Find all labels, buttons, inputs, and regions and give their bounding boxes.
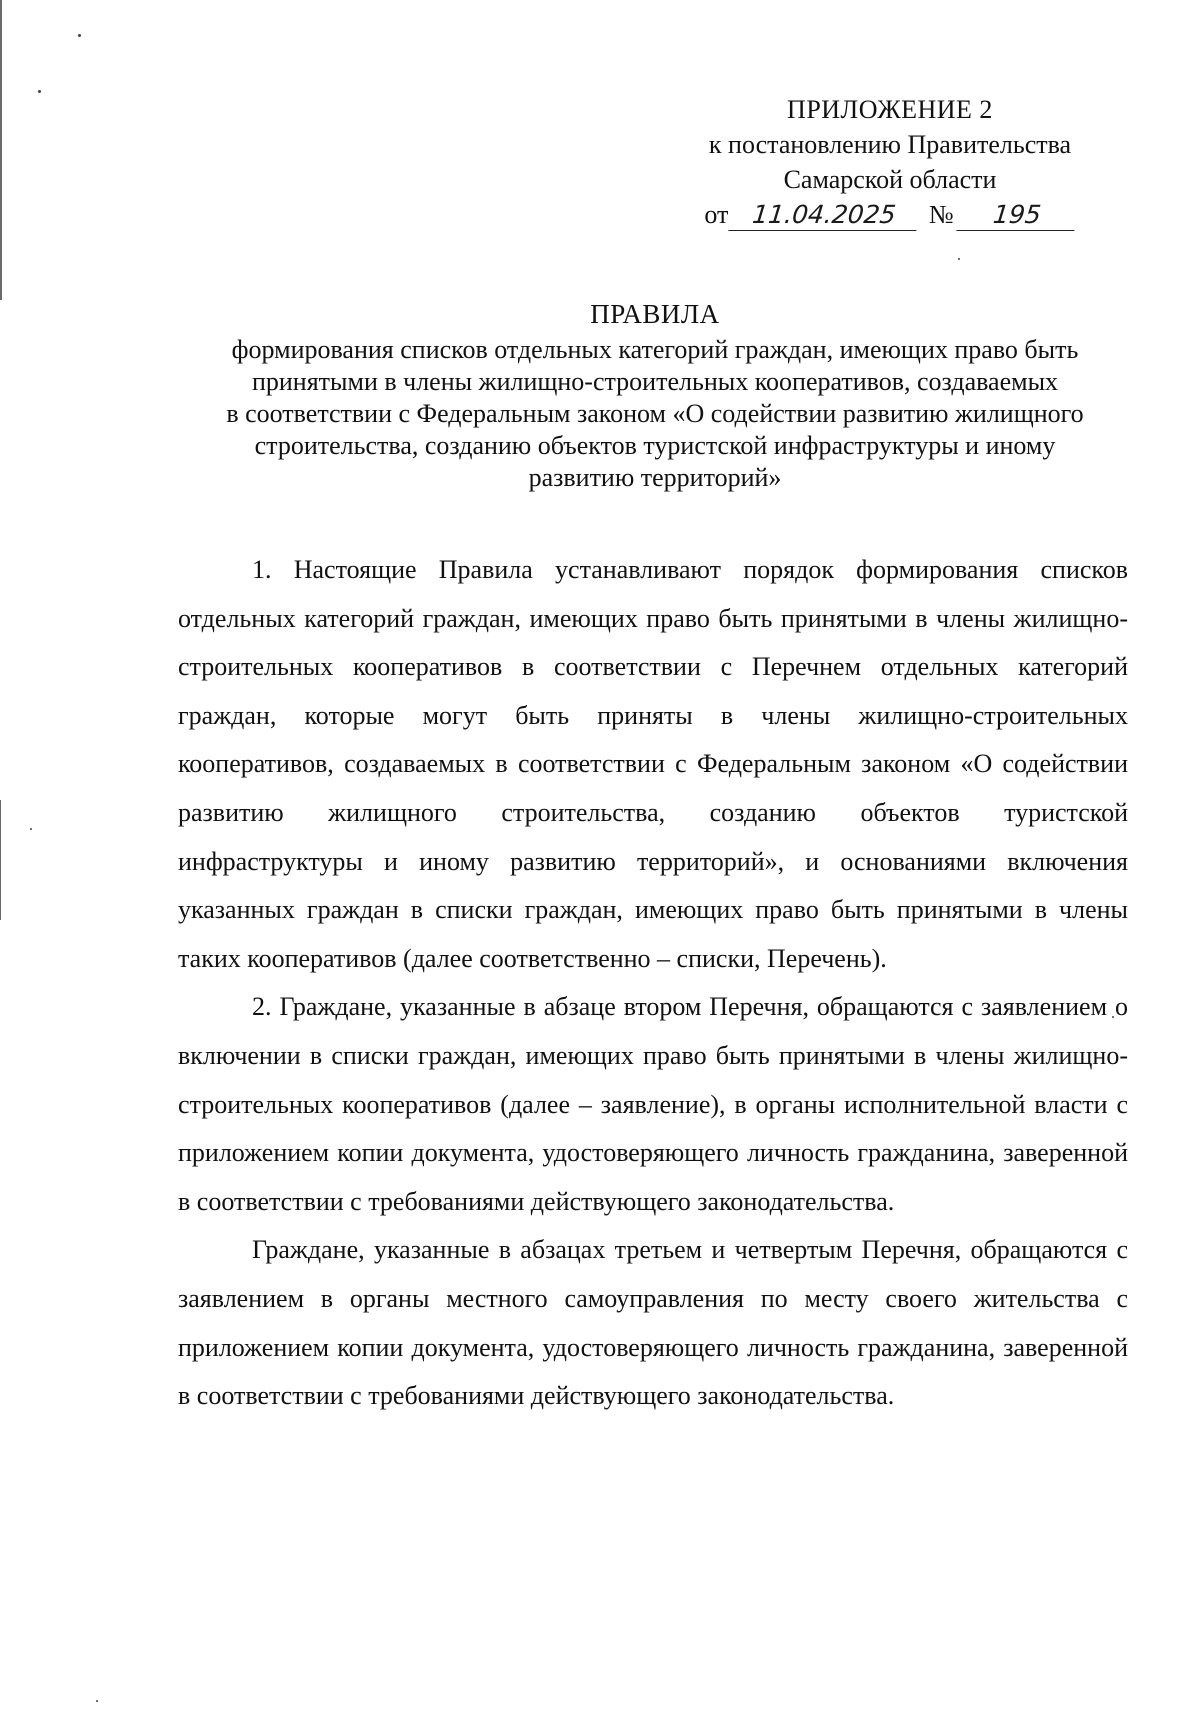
subtitle-line: формирования списков отдельных категорий граждан, имеющих право быть (231, 335, 1079, 364)
document-body (178, 546, 1128, 1421)
appendix-date-number-line (640, 197, 1140, 232)
handwritten-date: 11.04.2025 (729, 200, 920, 231)
document-title (150, 296, 1160, 494)
subtitle-line: принятыми в члены жилищно-строительных кооперативов, создаваемых (251, 367, 1059, 396)
title-subtitle (150, 334, 1160, 494)
subtitle-line: в соответствии с Федеральным законом «О содействии развитию жилищного (226, 399, 1084, 428)
scan-speck (958, 258, 960, 260)
appendix-resolution-line: к постановлению Правительства (708, 130, 1072, 159)
appendix-region-line: Самарской области (783, 165, 997, 194)
scan-speck (78, 34, 81, 37)
scan-speck (38, 90, 41, 93)
subtitle-line: развитию территорий» (528, 463, 782, 492)
scan-speck (30, 828, 32, 830)
subtitle-line: строительства, созданию объектов туристской инфраструктуры и иному (254, 431, 1056, 460)
appendix-heading: ПРИЛОЖЕНИЕ 2 (787, 95, 993, 124)
scan-edge-mark (0, 800, 1, 920)
scan-edge-mark (0, 0, 2, 300)
title-main: ПРАВИЛА (590, 299, 720, 329)
scan-speck (96, 1700, 98, 1702)
paragraph-2: 2. Граждане, указанные в абзаце втором Перечня, обращаются с заявлением о включении в списки граждан, имеющих право быть принятыми в члены жилищно-строительных кооперативов (далее – заявление), в органы исполнительной власти с приложением копии документа, удостоверяющего личность гражданина, заверенной в соответствии с требованиями действующего законодательства. (178, 992, 1128, 1216)
date-prefix: от (704, 200, 729, 229)
paragraph-3: Граждане, указанные в абзацах третьем и четвертым Перечня, обращаются с заявлением в органы местного самоуправления по месту своего жительства с приложением копии документа, удостоверяющего личность гражданина, заверенной в соответствии с требованиями действующего законодательства. (178, 1235, 1128, 1411)
appendix-header (640, 92, 1140, 232)
paragraph-1: 1. Настоящие Правила устанавливают порядок формирования списков отдельных категорий граждан, имеющих право быть принятыми в члены жилищно-строительных кооперативов в соответствии с Перечнем отдельных категорий граждан, которые могут быть приняты в члены жилищно-строительных кооперативов, создаваемых в соответствии с Федеральным законом «О содействии развитию жилищного строительства, созданию объектов туристской инфраструктуры и иному развитию территорий», и основаниями включения указанных граждан в списки граждан, имеющих право быть принятыми в члены таких кооперативов (далее соответственно – списки, Перечень). (178, 555, 1128, 973)
number-sign: № (928, 200, 954, 229)
handwritten-number: 195 (956, 200, 1077, 231)
